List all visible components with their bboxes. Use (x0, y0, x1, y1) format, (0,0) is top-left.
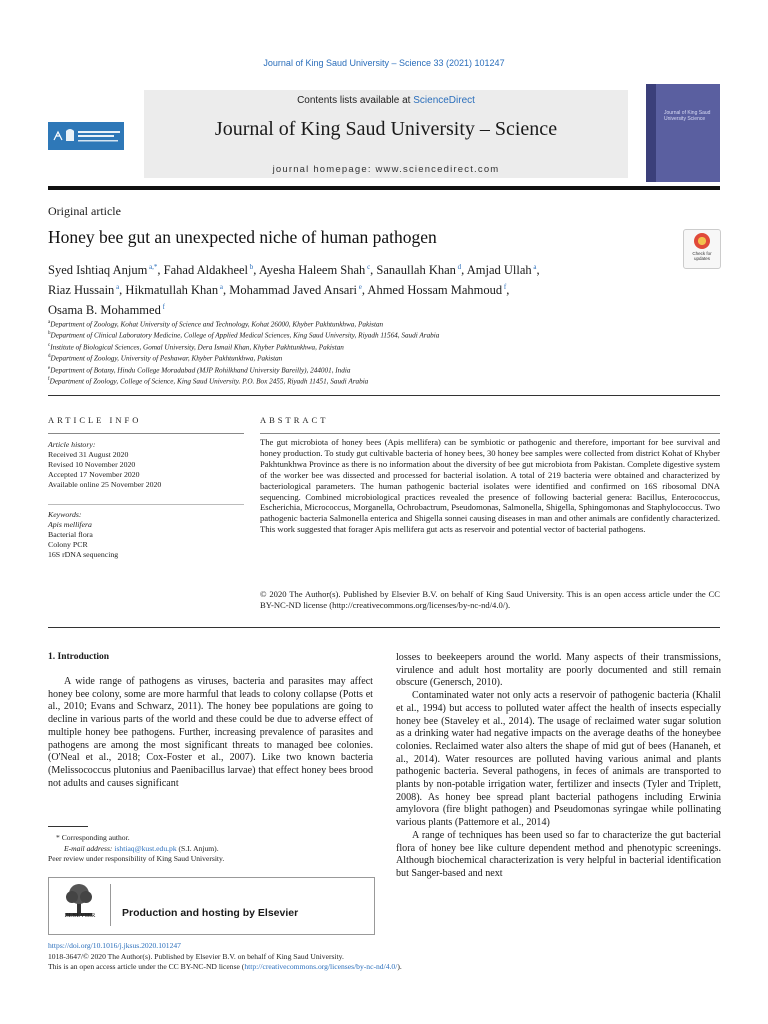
introduction-left-column (48, 676, 373, 790)
section-rule (48, 395, 720, 396)
email-link[interactable]: ishtiaq@kust.edu.pk (114, 843, 177, 853)
introduction-heading: 1. Introduction (48, 652, 110, 662)
affiliation-text: Department of Zoology, College of Science, King Saud University. P.O. Box 2455, Riyadh 11451, Saudi Arabia (49, 377, 369, 386)
email-suffix: (S.I. Anjum). (178, 843, 219, 853)
affiliation-text: Department of Botany, Hindu College Moradabad (MJP Rohilkhand University Bareilly), 244001, India (50, 365, 351, 374)
affiliation-item (48, 364, 720, 375)
cover-text: Journal of King Saud University Science (664, 110, 711, 122)
keyword-item: Bacterial flora (48, 530, 93, 540)
affiliation-key: d (48, 354, 51, 360)
doi-link[interactable]: https://doi.org/10.1016/j.jksus.2020.101247 (48, 941, 181, 950)
keyword-item: Apis mellifera (48, 520, 92, 530)
elsevier-production-text: Production and hosting by Elsevier (122, 907, 299, 919)
author-affiliation-marker[interactable]: a (218, 283, 223, 292)
check-updates-label: Check for updates (692, 251, 712, 261)
elsevier-box (48, 877, 375, 935)
keyword-item: 16S rDNA sequencing (48, 550, 119, 560)
affiliation-item (48, 375, 720, 386)
open-access-line (48, 962, 720, 973)
author-affiliation-marker[interactable]: f (502, 283, 507, 292)
author-affiliation-marker[interactable]: e (357, 283, 362, 292)
journal-title: Journal of King Saud University – Science (214, 118, 558, 140)
abstract-copyright: © 2020 The Author(s). Published by Elsevier B.V. on behalf of King Saud University. This is an open access article under the CC BY-NC-ND license (http://creativecommons.org/licenses/by-nc-nd/4.0/). (260, 589, 720, 610)
affiliation-text: Department of Zoology, University of Peshawar, Khyber Pakhtunkhwa, Pakistan (50, 354, 283, 363)
paper-title: Honey bee gut an unexpected niche of human pathogen (48, 227, 437, 247)
affiliation-text: Department of Clinical Laboratory Medicine, College of Applied Medical Sciences, King Saud University, Riyadh 11564, Saudi Arabia (50, 331, 440, 340)
intro-paragraph: Contaminated water not only acts a reservoir of pathogenic bacteria (Khalil et al., 1994) but access to polluted water affect the health of insects especially honey bee (Staveley et al., 2014). The usage of reclaimed water sugar solution as a drinking water had negative impacts on the average deaths of the honeybee colonies. Reclaimed water also alters the shape of mid gut of bees (Hananeh, et al., 2014). Water resources are polluted having various animal and plants pathogenic bacteria. Several pathogens, in feces of animals are transported to plants by non-potable irrigation water, fertilizer and insects (Tyler and Triplett, 2008). As honey bee spread plant bacterial pathogens including Erwinia amylovora (fire blight pathogen) and Pseudomonas syringae while pollinating various plants (Pattemore et al., 2014) (396, 690, 721, 829)
journal-reference[interactable]: Journal of King Saud University – Science 33 (2021) 101247 (263, 58, 505, 68)
sciencedirect-link[interactable]: ScienceDirect (413, 95, 475, 106)
author-name[interactable]: Syed Ishtiaq Anjum (48, 263, 148, 278)
author-affiliation-marker[interactable]: d (455, 263, 462, 271)
abstract-bottom-rule (48, 627, 720, 628)
cover-spine (646, 84, 656, 182)
article-info-rule (48, 433, 244, 434)
license-link[interactable]: http://creativecommons.org/licenses/by-nc-nd/4.0/ (244, 962, 398, 971)
footnote (48, 833, 373, 865)
author-name[interactable]: Fahad Aldakheel (163, 263, 249, 278)
corresponding-author: * Corresponding author. (56, 833, 130, 842)
author-name[interactable]: Ahmed Hossam Mahmoud (367, 283, 503, 298)
history-accepted: Accepted 17 November 2020 (48, 470, 140, 480)
check-updates-icon (694, 233, 710, 249)
affiliation-list (48, 318, 720, 386)
author-name[interactable]: Riaz Hussain (48, 283, 115, 298)
author-affiliation-marker[interactable]: a,* (147, 263, 158, 271)
intro-paragraph: A wide range of pathogens as viruses, bacteria and parasites may affect honey bee colony, some are more harmful that leads to colony collapse (Potts et al., 2010; Evans and Schwarz, 2011). The honey bee populations are going to decline in various parts of the world and these could be due to adverse effect of multiple honey bee pathogens. Further, increasing prevalence of parasites and pathogens are among the most significant threats to managed bee colonies. (O'Neal et al., 2018; Cox-Foster et al., 2007). Like two known bacteria (Melissococcus plutonius and Paenibacillus larvae) that effect honey bees brood not adults and causes significant (48, 676, 373, 789)
email-line (48, 844, 373, 855)
journal-cover-thumbnail[interactable] (646, 84, 720, 182)
abstract-text: The gut microbiota of honey bees (Apis mellifera) can be symbiotic or pathogenic and therefore, important for bee survival and honey production. To study gut cultivable bacteria of honey bees, 30 honey bee samples were collected from district Kohat of Khyber Pakhtunkhwa Province as there is no information about the diversity of bee gut microbiota from Pakistan. Complete digestive system of the worker bee was dissected and processed for bacterial isolation. A total of 219 bacteria were obtained and characterized by bacteriological parameters. The human pathogenic bacterial isolates were identified and confirmed on 16S ribosomal DNA sequencing. Combined microbiological practices revealed the presence of following bacterial genera: Bacillus, Enterococcus, Escherichia, Micrococcus, Morganella, Ochrobactrum, Pseudomonas, Salmonella, Shigella, Sphingomonas and Staphylococcus. Two pathogenic bacteria Salmonella enterica and Shigella sonnei causing diseases in man and other animals are confidently characterized. This work suggested that forager Apis mellifera gut acts as reservoir and potential vector of bacterial pathogens. (260, 437, 720, 535)
keywords-title: Keywords: (48, 510, 82, 519)
affiliation-key: b (48, 331, 51, 337)
abstract-heading: ABSTRACT (260, 415, 329, 425)
keyword-item: Colony PCR (48, 540, 88, 550)
header-rule (48, 186, 720, 190)
affiliation-item (48, 352, 720, 363)
contents-prefix: Contents lists available at (297, 95, 414, 106)
elsevier-separator (110, 884, 111, 926)
author-name[interactable]: Mohammad Javed Ansari (229, 283, 357, 298)
author-name[interactable]: Hikmatullah Khan (125, 283, 219, 298)
affiliation-key: e (48, 365, 51, 371)
affiliation-text: Department of Zoology, Kohat University of Science and Technology, Kohat 26000, Khyber Pakhtunkhwa, Pakistan (50, 320, 384, 329)
author-name[interactable]: Ayesha Haleem Shah (258, 263, 366, 278)
author-name[interactable]: Osama B. Mohammed (48, 303, 161, 318)
affiliation-item (48, 318, 720, 329)
history-online: Available online 25 November 2020 (48, 480, 162, 490)
affiliation-key: f (48, 376, 50, 382)
article-history (48, 440, 244, 490)
ksu-logo-icon (48, 122, 124, 150)
author-affiliation-marker[interactable]: a (114, 283, 120, 292)
oa-prefix: This is an open access article under the CC BY-NC-ND license ( (48, 962, 245, 971)
bottom-info (48, 941, 720, 973)
affiliation-item (48, 341, 720, 352)
author-affiliation-marker[interactable]: b (248, 263, 254, 271)
affiliation-item (48, 329, 720, 340)
affiliation-text: Institute of Biological Sciences, Gomal University, Dera Ismail Khan, Khyber Pakhtunkhwa, Pakistan (50, 343, 344, 352)
introduction-right-column (396, 652, 721, 881)
author-list: Syed Ishtiaq Anjum $^{a,*}$, Fahad Aldakheel $^b$, Ayesha Haleem Shah $^c$, Sanaullah Khan $^d$, Amjad Ullah $^a$, Riaz Hussain $^a$, Hikmatullah Khan $^a$, Mohammad Javed Ansari $^e$, Ahmed Hossam Mahmoud $^f$, Osama B. Mohammed $^f$ (48, 263, 540, 318)
contents-line (144, 95, 628, 106)
author-affiliation-marker[interactable]: c (365, 263, 371, 271)
author-name[interactable]: Amjad Ullah (466, 263, 532, 278)
footnote-rule (48, 826, 88, 827)
journal-homepage[interactable]: journal homepage: www.sciencedirect.com (272, 164, 500, 175)
oa-suffix: ). (397, 962, 402, 971)
check-for-updates-badge[interactable] (683, 229, 721, 269)
history-title: Article history: (48, 440, 96, 449)
article-type: Original article (48, 204, 121, 218)
email-label: E-mail address: (64, 843, 113, 853)
author-affiliation-marker[interactable]: f (160, 303, 165, 312)
history-received: Received 31 August 2020 (48, 450, 129, 460)
author-name[interactable]: Sanaullah Khan (376, 263, 456, 278)
peer-review-note: Peer review under responsibility of King Saud University. (48, 854, 225, 863)
keywords (48, 510, 244, 560)
affiliation-key: a (48, 320, 51, 325)
intro-paragraph: A range of techniques has been used so far to characterize the gut bacterial flora of honey bee like culture dependent method and phenotypic screenings. Although biochemical characterization is very helpful in bacterial identification but Sanger-based and next (396, 829, 721, 879)
abstract-rule (260, 433, 720, 434)
article-info-heading: ARTICLE INFO (48, 415, 142, 425)
issn-line: 1018-3647/© 2020 The Author(s). Published by Elsevier B.V. on behalf of King Saud University. (48, 951, 344, 961)
affiliation-key: c (48, 342, 51, 348)
elsevier-wordmark: ELSEVIER (64, 912, 96, 919)
article-info-divider (48, 504, 244, 505)
intro-paragraph: losses to beekeepers around the world. Many aspects of their transmissions, virulence and adult host mortality are poorly documented and still remain obscure (Genersch, 2010). (396, 652, 721, 689)
history-revised: Revised 10 November 2020 (48, 460, 136, 470)
author-affiliation-marker[interactable]: a (531, 263, 537, 271)
